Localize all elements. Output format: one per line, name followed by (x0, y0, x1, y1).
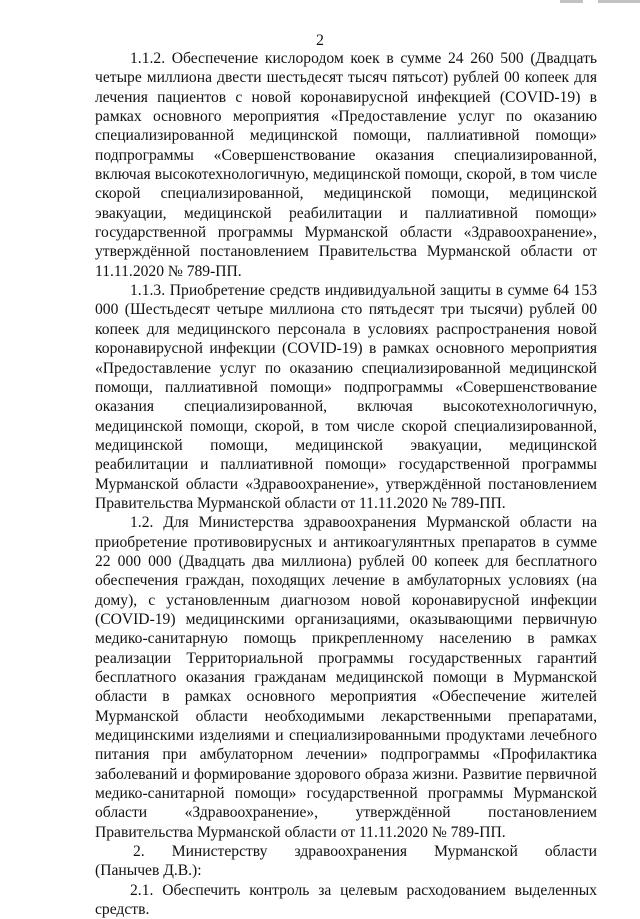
item2-word-4: области (544, 843, 597, 861)
paragraph-2-heading (95, 842, 597, 861)
paragraph-2-responsible: (Панычев Д.В.): (95, 862, 202, 880)
item2-word-1: Министерству (171, 843, 268, 861)
item2-number: 2. (133, 843, 145, 861)
item2-word-2: здравоохранения (294, 843, 408, 861)
paragraph-1-1-3: 1.1.3. Приобретение средств индивидуальной защиты в сумме 64 153 000 (Шестьдесят четыре миллиона сто пятьдесят три тысячи) рублей 00 копеек для медицинского персонала в условиях распространения новой коронавирусной инфекции (COVID-19) в рамках основного мероприятия «Предоставление услуг по оказанию специализированной медицинской помощи, паллиативной помощи» подпрограммы «Совершенствование оказания специализированной, включая высокотехнологичную, медицинской помощи, скорой, в том числе скорой специализированной, медицинской помощи, медицинской эвакуации, медицинской реабилитации и паллиативной помощи» государственной программы Мурманской области «Здравоохранение», утверждённой постановлением Правительства Мурманской области от 11.11.2020 № 789-ПП. (95, 282, 597, 512)
paragraph-2-1: 2.1. Обеспечить контроль за целевым расходованием выделенных средств. (95, 881, 597, 919)
document-body (95, 49, 597, 919)
page-number: 2 (316, 32, 324, 49)
paragraph-1-2: 1.2. Для Министерства здравоохранения Мурманской области на приобретение противовирусных и антикоагулянтных препаратов в сумме 22 000 000 (Двадцать два миллиона) рублей 00 копеек для бесплатного обеспечения граждан, походящих лечение в амбулаторных условиях (на дому), с установленным диагнозом новой коронавирусной инфекции (COVID-19) медицинскими организациями, оказывающими первичную медико-санитарную помощь прикрепленному населению в рамках реализации Территориальной программы государственных гарантий бесплатного оказания гражданам медицинской помощи в Мурманской области в рамках основного мероприятия «Обеспечение жителей Мурманской области необходимыми лекарственными препаратами, медицинскими изделиями и специализированными продуктами лечебного питания при амбулаторном лечении» подпрограммы «Профилактика заболеваний и формирование здорового образа жизни. Развитие первичной медико-санитарной помощи» государственной программы Мурманской области «Здравоохранение», утверждённой постановлением Правительства Мурманской области от 11.11.2020 № 789-ПП. (95, 514, 597, 841)
item2-word-3: Мурманской (434, 843, 518, 861)
paragraph-1-1-2: 1.1.2. Обеспечение кислородом коек в сумме 24 260 500 (Двадцать четыре миллиона двести шестьдесят тысяч пятьсот) рублей 00 копеек для лечения пациентов с новой коронавирусной инфекцией (COVID-19) в рамках основного мероприятия «Предоставление услуг по оказанию специализированной медицинской помощи, паллиативной помощи» подпрограммы «Совершенствование оказания специализированной, включая высокотехнологичную, медицинской помощи, скорой, в том числе скорой специализированной, медицинской помощи, медицинской эвакуации, медицинской реабилитации и паллиативной помощи» государственной программы Мурманской области «Здравоохранение», утверждённой постановлением Правительства Мурманской области от 11.11.2020 № 789-ПП. (95, 50, 597, 280)
scan-edge-line (0, 0, 640, 3)
